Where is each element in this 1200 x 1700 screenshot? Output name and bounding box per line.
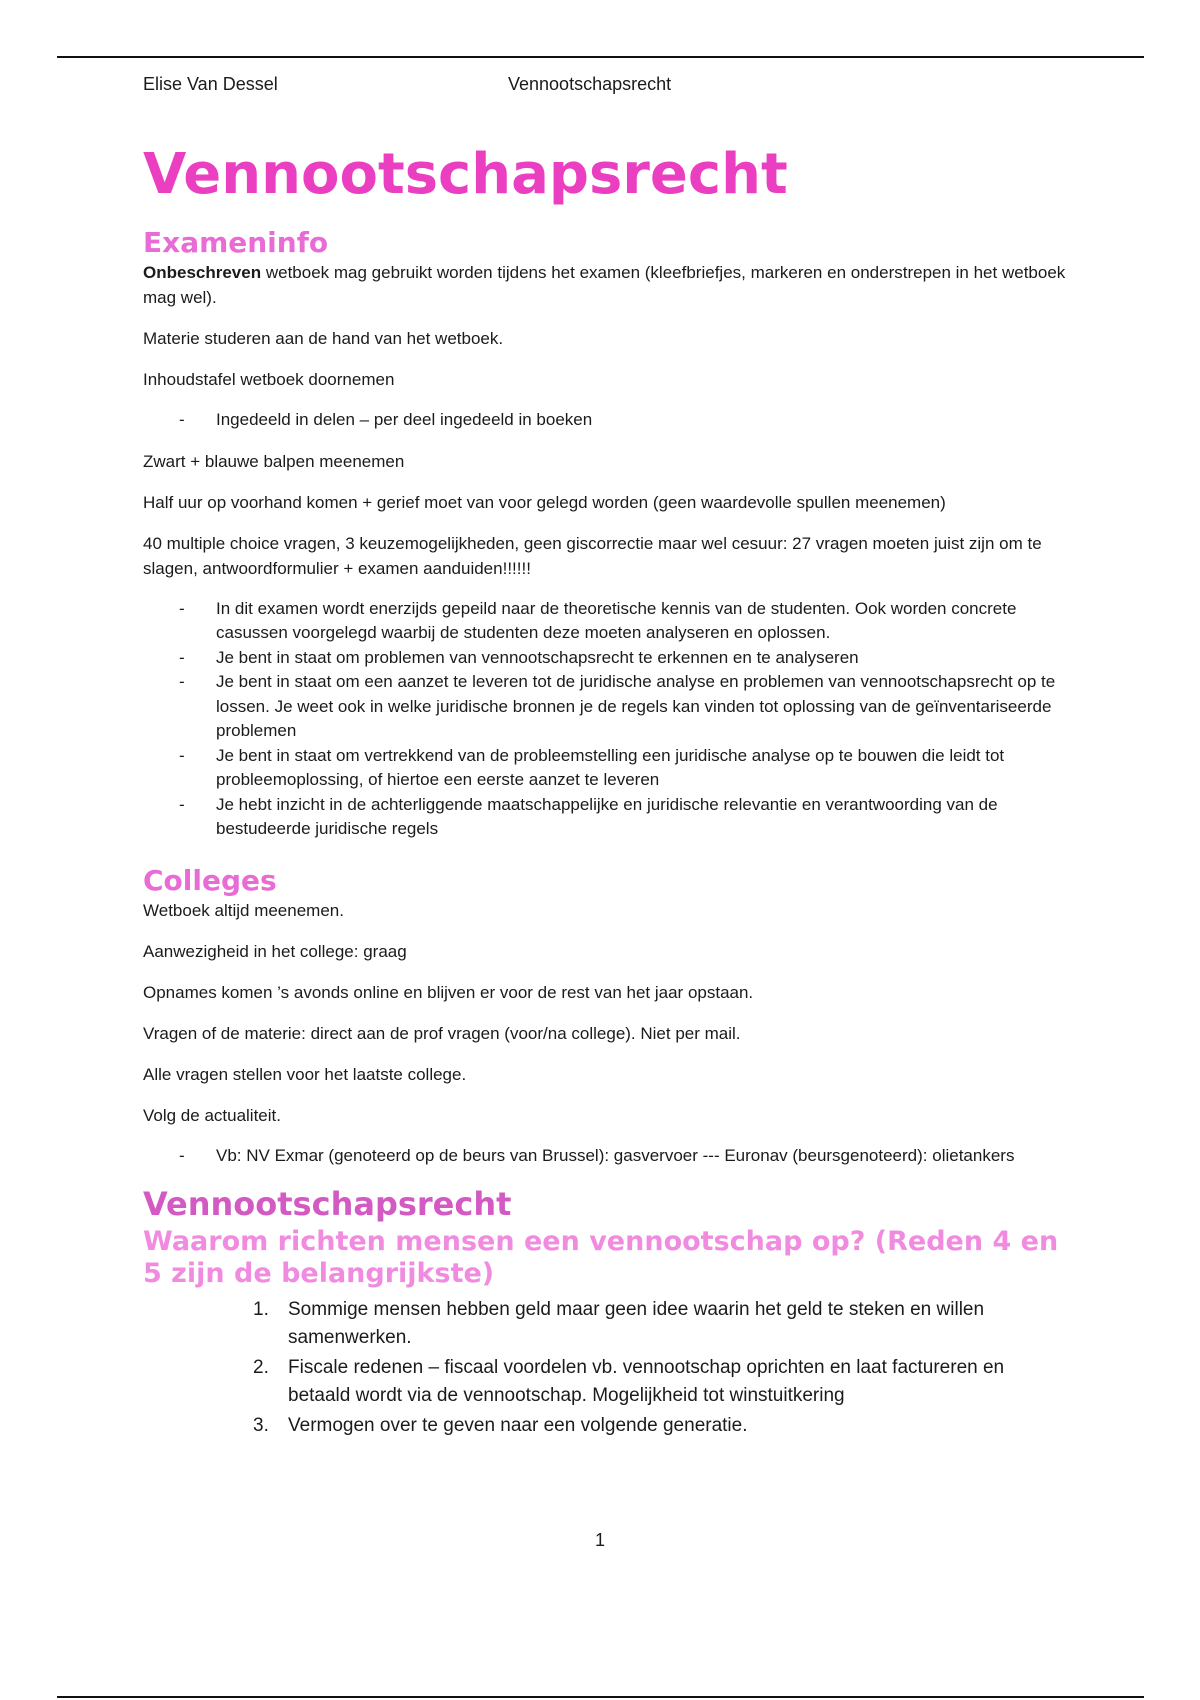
paragraph: Vragen of de materie: direct aan de prof vragen (voor/na college). Niet per mail. <box>143 1023 741 1043</box>
document-title: Vennootschapsrecht <box>143 142 788 207</box>
subheading: Waarom richten mensen een vennootschap op? (Reden 4 en 5 zijn de belangrijkste) <box>143 1226 1059 1289</box>
list-item <box>143 1296 1068 1352</box>
list-item: - In dit examen wordt enerzijds gepeild naar de theoretische kennis van de studenten. Ook worden concrete casussen voorgelegd waarbij de studenten deze moeten analyseren en oplossen. <box>143 597 1068 646</box>
list-number: 1. <box>253 1299 269 1320</box>
paragraph <box>143 260 1068 310</box>
page-number: 1 <box>594 1530 605 1550</box>
footer-rule <box>57 1696 1144 1698</box>
paragraph: Alle vragen stellen voor het laatste college. <box>143 1064 467 1084</box>
paragraph: Volg de actualiteit. <box>143 1105 281 1125</box>
list-text: Vermogen over te geven naar een volgende generatie. <box>288 1415 748 1436</box>
list-text: Sommige mensen hebben geld maar geen idee waarin het geld te steken en willen samenwerken. <box>288 1299 985 1348</box>
header-course: Vennootschapsrecht <box>508 74 672 94</box>
document-body <box>143 140 1068 1442</box>
section-heading-vennootschapsrecht: Vennootschapsrecht <box>143 1185 512 1223</box>
list-item <box>143 1412 1068 1440</box>
numbered-list <box>143 1296 1068 1440</box>
bullet-list <box>143 1144 1068 1169</box>
paragraph: Aanwezigheid in het college: graag <box>143 941 407 961</box>
section-heading-exameninfo: Exameninfo <box>143 226 329 259</box>
paragraph: Inhoudstafel wetboek doornemen <box>143 370 395 389</box>
paragraph: Materie studeren aan de hand van het wetboek. <box>143 329 504 348</box>
list-item <box>143 1354 1068 1410</box>
section-heading-colleges: Colleges <box>143 863 277 897</box>
header-author: Elise Van Dessel <box>143 74 278 94</box>
paragraph: Wetboek altijd meenemen. <box>143 900 344 920</box>
list-item: - Je bent in staat om een aanzet te leveren tot de juridische analyse en problemen van vennootschapsrecht op te lossen. Je weet ook in welke juridische bronnen je de regels kan vinden tot oplossing van de geïnventariseerde problemen <box>143 670 1068 744</box>
list-item: - Je bent in staat om vertrekkend van de probleemstelling een juridische analyse op te bouwen die leidt tot probleemoplossing, of hiertoe een eerste aanzet te leveren <box>143 744 1068 793</box>
paragraph-text: wetboek mag gebruikt worden tijdens het examen (kleefbriefjes, markeren en onderstrepen in het wetboek mag wel). <box>143 263 1066 307</box>
list-item: - Je bent in staat om problemen van vennootschapsrecht te erkennen en te analyseren <box>143 646 1068 671</box>
header-rule <box>57 56 1144 58</box>
bullet-list <box>143 597 1068 842</box>
paragraph: 40 multiple choice vragen, 3 keuzemogelijkheden, geen giscorrectie maar wel cesuur: 27 vragen moeten juist zijn om te slagen, antwoordformulier + examen aanduiden!!!!!! <box>143 533 1042 578</box>
paragraph: Opnames komen ’s avonds online en blijven er voor de rest van het jaar opstaan. <box>143 982 754 1002</box>
list-item: - Je hebt inzicht in de achterliggende maatschappelijke en juridische relevantie en verantwoording van de bestudeerde juridische regels <box>143 793 1068 842</box>
paragraph: Zwart + blauwe balpen meenemen <box>143 451 405 471</box>
list-item: - Ingedeeld in delen – per deel ingedeeld in boeken <box>143 408 1068 433</box>
bullet-list <box>143 408 1068 433</box>
paragraph: Half uur op voorhand komen + gerief moet van voor gelegd worden (geen waardevolle spullen meenemen) <box>143 492 946 512</box>
list-number: 2. <box>253 1357 269 1378</box>
list-number: 3. <box>253 1415 269 1436</box>
list-text: Fiscale redenen – fiscaal voordelen vb. vennootschap oprichten en laat factureren en betaald wordt via de vennootschap. Mogelijkheid tot winstuitkering <box>288 1357 1005 1406</box>
bold-text: Onbeschreven <box>143 263 262 282</box>
list-item: - Vb: NV Exmar (genoteerd op de beurs van Brussel): gasvervoer --- Euronav (beursgenoteerd): olietankers <box>143 1144 1068 1169</box>
